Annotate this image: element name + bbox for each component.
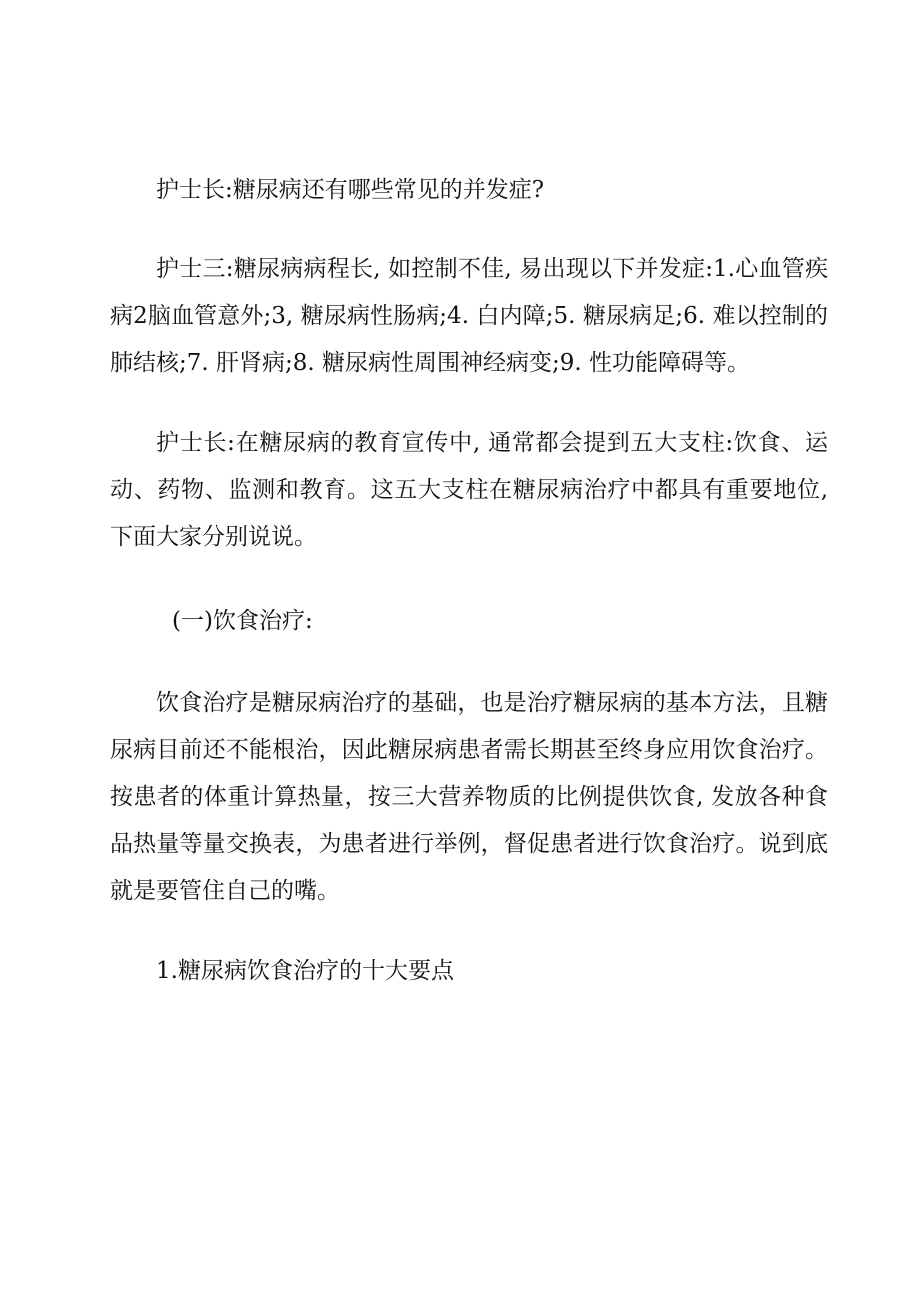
diet-therapy-paragraph: 饮食治疗是糖尿病治疗的基础，也是治疗糖尿病的基本方法，且糖尿病目前还不能根治，因此糖尿病患者需长期甚至终身应用饮食治疗。按患者的体重计算热量，按三大营养物质的比例提供饮食, 发放各种食品热量等量交换表，为患者进行举例，督促患者进行饮食治疗。说到底就是要管住自己的嘴。 [110,690,828,904]
document-body [110,167,836,995]
diet-key-points-heading: 1.糖尿病饮食治疗的十大要点 [156,958,454,984]
question-complications: 护士长:糖尿病还有哪些常见的并发症? [156,177,545,203]
answer-complications: 护士三:糖尿病病程长, 如控制不佳, 易出现以下并发症:1.心血管疾病2脑血管意外;3, 糖尿病性肠病;4. 白内障;5. 糖尿病足;6. 难以控制的肺结核;7. 肝肾病;8. 糖尿病性周围神经病变;9. 性功能障碍等。 [110,256,828,376]
five-pillars-intro: 护士长:在糖尿病的教育宣传中, 通常都会提到五大支柱:饮食、运动、药物、监测和教育。这五大支柱在糖尿病治疗中都具有重要地位, 下面大家分别说说。 [110,430,836,550]
section-heading-diet: (一)饮食治疗: [172,608,313,634]
